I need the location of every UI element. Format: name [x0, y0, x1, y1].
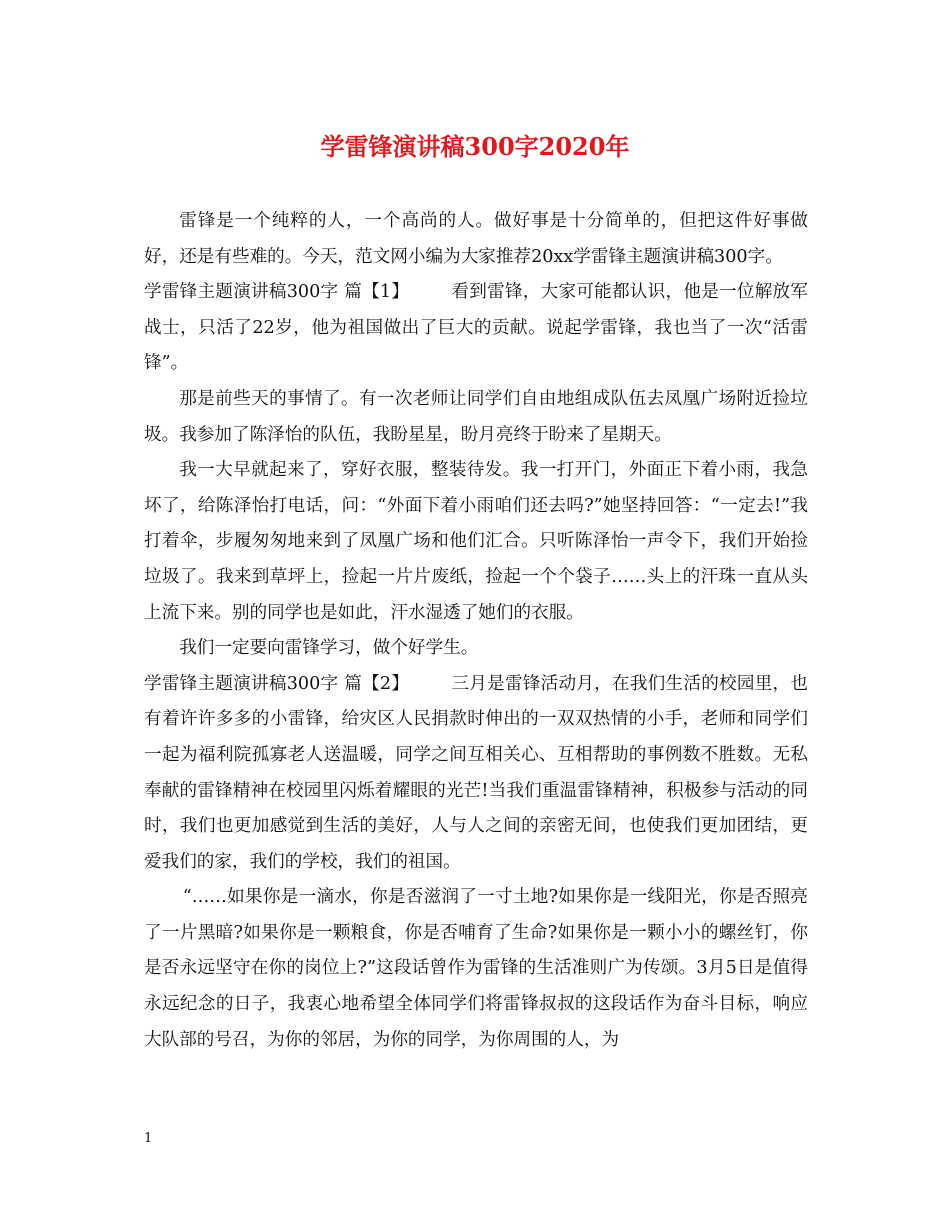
section-2-lead: 三月是雷锋活动月，在我们生活的校园里，也有着许许多多的小雷锋，给灾区人民捐款时伸出的一双双热情的小手，老师和同学们一起为福利院孤寡老人送温暖，同学之间互相关心、互相帮助的事例数不胜数。无私奉献的雷锋精神在校园里闪烁着耀眼的光芒!当我们重温雷锋精神，积极参与活动的同时，我们也更加感觉到生活的美好，人与人之间的亲密无间，也使我们更加团结，更爱我们的家，我们的学校，我们的祖国。 — [144, 673, 808, 872]
section-1-paragraph-3: 我一大早就起来了，穿好衣服，整装待发。我一打开门，外面正下着小雨，我急坏了，给陈泽怡打电话，问：“外面下着小雨咱们还去吗?”她坚持回答：“一定去!”我打着伞，步履匆匆地来到了凤凰广场和他们汇合。只听陈泽怡一声令下，我们开始捡垃圾了。我来到草坪上，捡起一片片废纸，捡起一个个袋子……头上的汗珠一直从头上流下来。别的同学也是如此，汗水湿透了她们的衣服。 — [144, 460, 808, 623]
document-body — [144, 204, 808, 1058]
section-1-paragraph-4: 我们一定要向雷锋学习，做个好学生。 — [179, 638, 479, 659]
document-title: 学雷锋演讲稿300字2020年 — [320, 132, 630, 161]
section-1-heading: 学雷锋主题演讲稿300字 篇【1】 — [144, 282, 410, 303]
section-1-paragraph — [144, 275, 808, 382]
section-2-quote-paragraph: “……如果你是一滴水，你是否滋润了一寸土地?如果你是一线阳光，你是否照亮了一片黑暗?如果你是一颗粮食，你是否哺育了生命?如果你是一颗小小的螺丝钉，你是否永远坚守在你的岗位上?”这段话曾作为雷锋的生活准则广为传颂。3月5日是值得永远纪念的日子，我衷心地希望全体同学们将雷锋叔叔的这段话作为奋斗目标，响应大队部的号召，为你的邻居，为你的同学，为你周围的人，为 — [144, 887, 808, 1050]
page-number: 1 — [144, 1131, 153, 1146]
section-2-paragraph — [144, 667, 808, 881]
section-2-heading: 学雷锋主题演讲稿300字 篇【2】 — [144, 673, 410, 694]
section-1-paragraph-2: 那是前些天的事情了。有一次老师让同学们自由地组成队伍去凤凰广场附近捡垃圾。我参加了陈泽怡的队伍，我盼星星，盼月亮终于盼来了星期天。 — [144, 388, 808, 445]
section-1-lead: 看到雷锋，大家可能都认识，他是一位解放军战士，只活了22岁，他为祖国做出了巨大的贡献。说起学雷锋，我也当了一次“活雷锋”。 — [144, 282, 808, 374]
intro-paragraph: 雷锋是一个纯粹的人，一个高尚的人。做好事是十分简单的，但把这件好事做好，还是有些难的。今天，范文网小编为大家推荐20xx学雷锋主题演讲稿300字。 — [144, 211, 808, 267]
